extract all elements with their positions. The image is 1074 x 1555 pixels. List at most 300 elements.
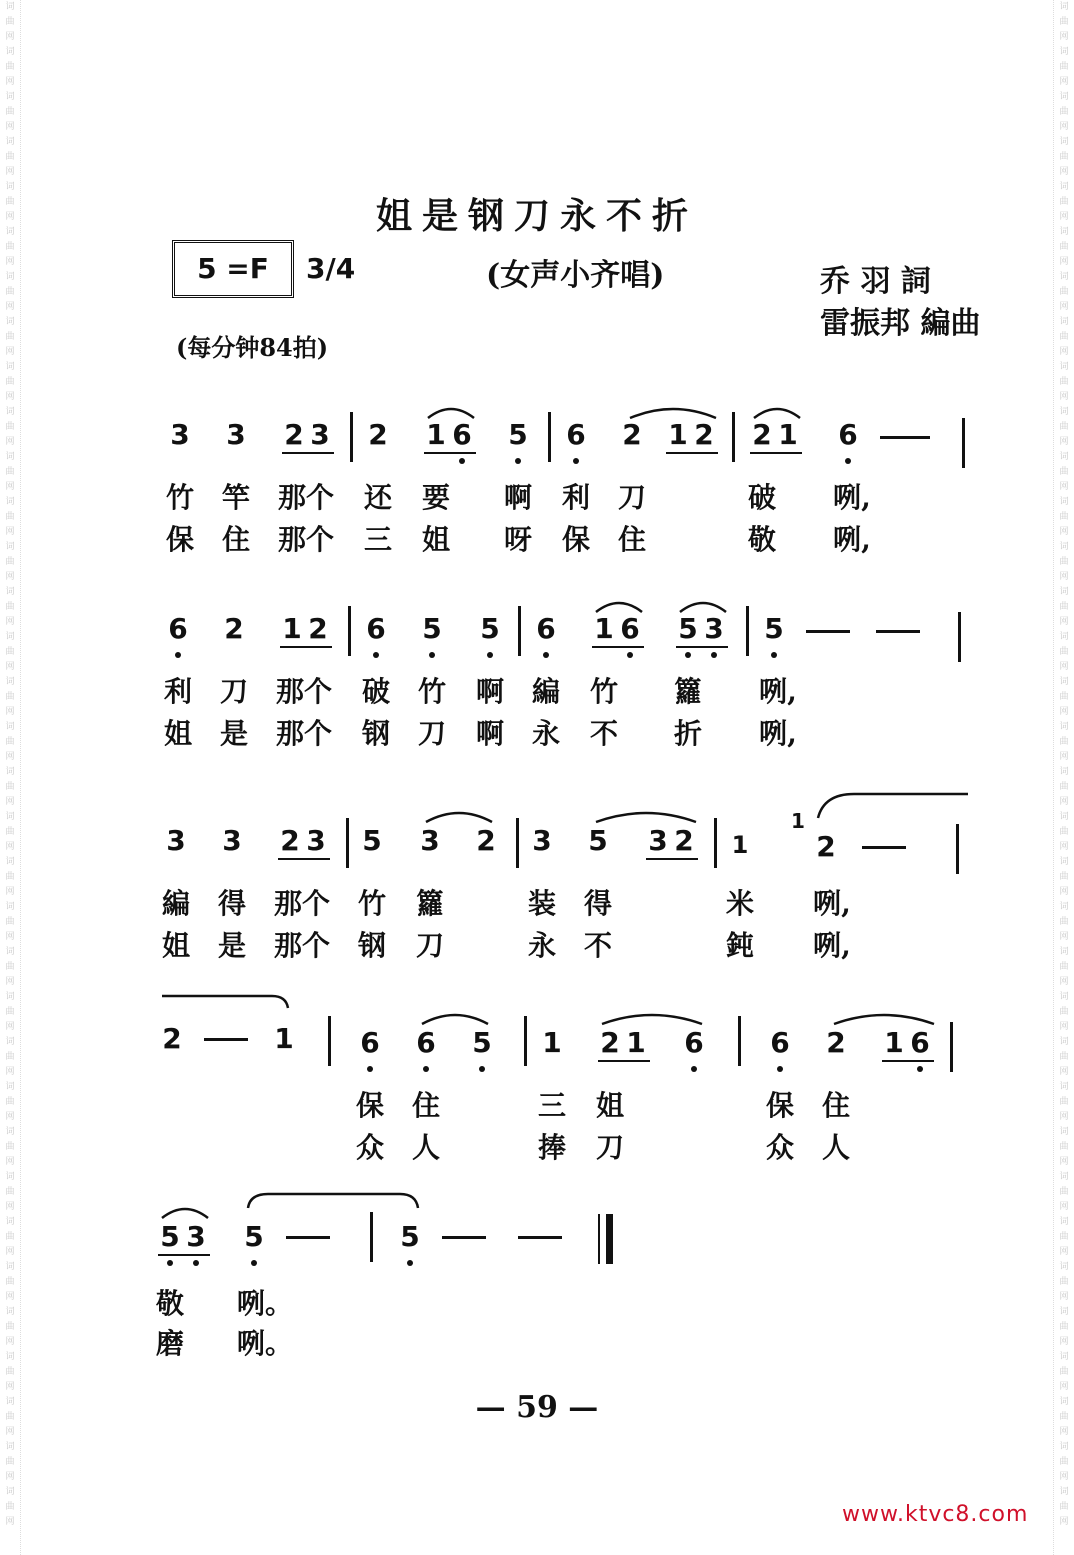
note: 6 — [536, 612, 556, 645]
composer-credit: 雷振邦 編曲 — [820, 306, 981, 341]
edge-watermark-glyph: 曲 — [5, 1232, 15, 1242]
edge-watermark-glyph: 曲 — [5, 287, 15, 297]
edge-watermark-glyph: 网 — [1059, 77, 1069, 87]
edge-watermark-glyph: 曲 — [5, 512, 15, 522]
edge-watermark-glyph: 词 — [1059, 92, 1069, 102]
note: 6 — [416, 1026, 436, 1059]
edge-watermark-glyph: 网 — [5, 302, 15, 312]
edge-watermark-glyph: 网 — [5, 617, 15, 627]
low-octave-dot — [367, 1066, 373, 1072]
note: 2 — [308, 612, 328, 645]
edge-watermark-glyph: 网 — [1059, 1112, 1069, 1122]
edge-watermark-glyph: 网 — [5, 1382, 15, 1392]
lyric: 要 — [421, 481, 450, 514]
edge-watermark-glyph: 词 — [1059, 542, 1069, 552]
edge-watermark-glyph: 网 — [5, 167, 15, 177]
edge-watermark-glyph: 曲 — [5, 467, 15, 477]
edge-watermark-glyph: 网 — [5, 1337, 15, 1347]
lyric: 編 — [161, 887, 190, 920]
tie — [814, 790, 970, 820]
note: 3 — [310, 418, 330, 451]
note: 2 — [368, 418, 388, 451]
note: 6 — [168, 612, 188, 645]
edge-watermark-glyph: 词 — [5, 497, 15, 507]
note: 2 — [224, 612, 244, 645]
edge-watermark-glyph: 网 — [5, 842, 15, 852]
lyric: 竹 — [417, 675, 446, 708]
low-octave-dot — [459, 458, 465, 464]
edge-watermark-glyph: 网 — [5, 257, 15, 267]
lyric: 啊 — [475, 717, 504, 750]
edge-watermark-glyph: 词 — [1059, 1172, 1069, 1182]
edge-watermark-glyph: 网 — [1059, 392, 1069, 402]
edge-watermark-glyph: 曲 — [1059, 602, 1069, 612]
site-watermark: www.ktvc8.com — [842, 1502, 1029, 1527]
edge-watermark-glyph: 曲 — [5, 107, 15, 117]
edge-watermark-glyph: 词 — [1059, 1127, 1069, 1137]
lyric: 不 — [583, 929, 612, 962]
sustain-dash — [876, 630, 920, 633]
note: 5 — [400, 1220, 420, 1253]
note: 2 — [600, 1026, 620, 1059]
lyric: 咧。 — [237, 1327, 294, 1360]
edge-watermark-glyph: 曲 — [1059, 62, 1069, 72]
edge-watermark-glyph: 曲 — [5, 557, 15, 567]
lyric: 钢 — [357, 929, 386, 962]
edge-watermark-glyph: 曲 — [5, 1412, 15, 1422]
bar-line — [518, 606, 521, 656]
note: 5 — [362, 824, 382, 857]
edge-watermark-glyph: 网 — [1059, 707, 1069, 717]
bar-line — [714, 818, 717, 868]
note: 2 — [476, 824, 496, 857]
bar-line — [962, 418, 965, 468]
lyric: 保 — [561, 523, 590, 556]
slur — [628, 404, 718, 420]
edge-watermark-glyph: 曲 — [5, 1052, 15, 1062]
edge-watermark-glyph: 词 — [1059, 767, 1069, 777]
bar-line — [548, 412, 551, 462]
edge-watermark-glyph: 网 — [5, 662, 15, 672]
time-signature: 3/4 — [306, 252, 356, 285]
edge-watermark-glyph: 网 — [5, 1022, 15, 1032]
edge-watermark-glyph: 词 — [1059, 1262, 1069, 1272]
edge-watermark-glyph: 曲 — [1059, 962, 1069, 972]
slur — [160, 1204, 210, 1220]
edge-watermark-glyph: 曲 — [1059, 1277, 1069, 1287]
edge-watermark-glyph: 网 — [5, 977, 15, 987]
lyric: 利 — [163, 675, 192, 708]
edge-watermark-glyph: 网 — [5, 1067, 15, 1077]
bar-line — [328, 1016, 331, 1066]
lyric: 利 — [561, 481, 590, 514]
edge-watermark-glyph: 词 — [1059, 407, 1069, 417]
edge-watermark-glyph: 网 — [1059, 1202, 1069, 1212]
sustain-dash — [204, 1038, 248, 1041]
lyric: 装 — [527, 887, 556, 920]
edge-watermark-glyph: 曲 — [1059, 17, 1069, 27]
lyric: 咧, — [833, 481, 871, 514]
edge-watermark-glyph: 网 — [1059, 212, 1069, 222]
note: 5 — [508, 418, 528, 451]
edge-watermark-glyph: 网 — [1059, 482, 1069, 492]
note: 6 — [452, 418, 472, 451]
edge-watermark-glyph: 曲 — [5, 827, 15, 837]
lyric: 住 — [617, 523, 646, 556]
final-bar-thin — [598, 1214, 600, 1264]
lyric: 咧, — [759, 675, 797, 708]
edge-watermark-glyph: 曲 — [1059, 1097, 1069, 1107]
note: 5 — [160, 1220, 180, 1253]
key-signature: 5 =F — [172, 240, 294, 298]
low-octave-dot — [711, 652, 717, 658]
lyric: 竹 — [357, 887, 386, 920]
edge-watermark-glyph: 曲 — [1059, 1187, 1069, 1197]
edge-watermark-glyph: 曲 — [1059, 377, 1069, 387]
note: 6 — [684, 1026, 704, 1059]
bar-line — [524, 1016, 527, 1066]
edge-watermark-glyph: 词 — [1059, 227, 1069, 237]
note: 2 — [826, 1026, 846, 1059]
edge-watermark-glyph: 网 — [5, 707, 15, 717]
edge-watermark-glyph: 词 — [5, 1217, 15, 1227]
edge-watermark-glyph: 曲 — [5, 1097, 15, 1107]
note: 5 — [480, 612, 500, 645]
edge-watermark-glyph: 曲 — [1059, 422, 1069, 432]
note: 2 — [162, 1022, 182, 1055]
low-octave-dot — [423, 1066, 429, 1072]
edge-watermark-glyph: 网 — [5, 32, 15, 42]
beam — [676, 646, 728, 648]
lyric: 那个 — [273, 929, 330, 962]
edge-watermark-glyph: 词 — [1059, 497, 1069, 507]
note: 2 — [694, 418, 714, 451]
note: 3 — [306, 824, 326, 857]
edge-watermark-glyph: 网 — [1059, 347, 1069, 357]
edge-watermark-glyph: 词 — [5, 1487, 15, 1497]
lyricist-credit: 乔 羽 詞 — [820, 264, 931, 299]
edge-watermark-glyph: 网 — [1059, 167, 1069, 177]
lyric: 那个 — [275, 717, 332, 750]
edge-watermark-glyph: 曲 — [1059, 107, 1069, 117]
lyric: 刀 — [595, 1131, 624, 1164]
low-octave-dot — [429, 652, 435, 658]
lyric: 那个 — [273, 887, 330, 920]
edge-watermark-glyph: 网 — [1059, 977, 1069, 987]
slur — [600, 1010, 704, 1026]
note: 5 — [472, 1026, 492, 1059]
edge-watermark-glyph: 曲 — [1059, 1502, 1069, 1512]
bar-line — [348, 606, 351, 656]
note: 2 — [280, 824, 300, 857]
edge-watermark-glyph: 曲 — [1059, 1367, 1069, 1377]
edge-watermark-glyph: 曲 — [5, 737, 15, 747]
edge-watermark-glyph: 网 — [5, 347, 15, 357]
lyric: 啊 — [475, 675, 504, 708]
edge-watermark-glyph: 网 — [5, 932, 15, 942]
edge-watermark-glyph: 词 — [5, 407, 15, 417]
lyric: 竿 — [221, 481, 250, 514]
edge-watermark-glyph: 词 — [1059, 1217, 1069, 1227]
low-octave-dot — [167, 1260, 173, 1266]
low-octave-dot — [251, 1260, 257, 1266]
page-number: — 59 — — [475, 1390, 599, 1425]
edge-watermark-glyph: 曲 — [5, 332, 15, 342]
edge-watermark-glyph: 网 — [5, 482, 15, 492]
edge-watermark-glyph: 网 — [1059, 1382, 1069, 1392]
edge-watermark-glyph: 词 — [5, 767, 15, 777]
note: 1 — [731, 831, 749, 859]
edge-watermark-glyph: 词 — [5, 992, 15, 1002]
low-octave-dot — [691, 1066, 697, 1072]
lyric: 刀 — [417, 717, 446, 750]
edge-watermark-glyph: 曲 — [1059, 242, 1069, 252]
note: 1 — [594, 612, 614, 645]
lyric: 是 — [217, 929, 246, 962]
note: 5 — [422, 612, 442, 645]
lyric: 竹 — [165, 481, 194, 514]
edge-watermark-glyph: 曲 — [5, 962, 15, 972]
lyric: 刀 — [219, 675, 248, 708]
note: 3 — [222, 824, 242, 857]
edge-watermark-glyph: 网 — [5, 77, 15, 87]
edge-watermark-glyph: 网 — [1059, 842, 1069, 852]
low-octave-dot — [573, 458, 579, 464]
edge-watermark-glyph: 词 — [5, 1352, 15, 1362]
beam — [882, 1060, 934, 1062]
lyric: 折 — [673, 717, 702, 750]
note: 5 — [764, 612, 784, 645]
lyric: 姐 — [163, 717, 192, 750]
lyric: 保 — [765, 1089, 794, 1122]
edge-watermark-glyph: 网 — [5, 887, 15, 897]
low-octave-dot — [487, 652, 493, 658]
edge-watermark-glyph: 曲 — [5, 422, 15, 432]
edge-watermark-glyph: 网 — [5, 1472, 15, 1482]
lyric: 众 — [765, 1131, 794, 1164]
edge-watermark-glyph: 曲 — [1059, 872, 1069, 882]
edge-watermark-glyph: 词 — [5, 1037, 15, 1047]
edge-watermark-glyph: 网 — [1059, 617, 1069, 627]
edge-watermark-glyph: 网 — [5, 1247, 15, 1257]
beam — [598, 1060, 650, 1062]
edge-watermark-glyph: 曲 — [5, 1007, 15, 1017]
lyric: 捧 — [537, 1131, 566, 1164]
lyric: 編 — [531, 675, 560, 708]
slur — [594, 598, 644, 614]
edge-watermark-glyph: 曲 — [1059, 917, 1069, 927]
edge-watermark-glyph: 网 — [1059, 32, 1069, 42]
lyric: 破 — [361, 675, 390, 708]
edge-watermark-glyph: 词 — [5, 362, 15, 372]
note: 6 — [770, 1026, 790, 1059]
edge-watermark-glyph: 曲 — [5, 872, 15, 882]
edge-watermark-glyph: 词 — [5, 812, 15, 822]
edge-watermark-glyph: 词 — [1059, 587, 1069, 597]
lyric: 米 — [725, 887, 754, 920]
edge-watermark-glyph: 网 — [5, 572, 15, 582]
edge-watermark-glyph: 词 — [1059, 317, 1069, 327]
lyric: 钢 — [361, 717, 390, 750]
beam — [282, 452, 334, 454]
edge-watermark-glyph: 网 — [5, 437, 15, 447]
note: 1 — [542, 1026, 562, 1059]
lyric: 得 — [217, 887, 246, 920]
lyric: 那个 — [277, 523, 334, 556]
note: 2 — [816, 830, 836, 863]
note: 3 — [226, 418, 246, 451]
edge-watermark-glyph: 词 — [1059, 947, 1069, 957]
edge-watermark-glyph: 词 — [1059, 857, 1069, 867]
tie — [244, 1188, 420, 1210]
edge-watermark-glyph: 词 — [1059, 1487, 1069, 1497]
edge-watermark-glyph: 词 — [5, 1262, 15, 1272]
note: 6 — [366, 612, 386, 645]
lyric: 籮 — [415, 887, 444, 920]
edge-watermark-glyph: 网 — [5, 527, 15, 537]
edge-watermark-glyph: 词 — [1059, 1442, 1069, 1452]
edge-watermark-glyph: 网 — [5, 1292, 15, 1302]
lyric: 敬 — [155, 1287, 184, 1320]
lyric: 咧, — [813, 887, 851, 920]
edge-watermark-glyph: 曲 — [5, 1277, 15, 1287]
lyric: 姐 — [595, 1089, 624, 1122]
note: 6 — [566, 418, 586, 451]
tie — [160, 992, 292, 1010]
edge-watermark-glyph: 词 — [5, 632, 15, 642]
edge-watermark-glyph: 网 — [1059, 572, 1069, 582]
edge-watermark-glyph: 词 — [1059, 1082, 1069, 1092]
lyric: 那个 — [277, 481, 334, 514]
lyric: 众 — [355, 1131, 384, 1164]
lyric: 咧。 — [237, 1287, 294, 1320]
note: 3 — [420, 824, 440, 857]
edge-watermark-glyph: 曲 — [5, 62, 15, 72]
sustain-dash — [880, 436, 930, 439]
edge-watermark-glyph: 网 — [5, 1427, 15, 1437]
low-octave-dot — [627, 652, 633, 658]
note: 1 — [778, 418, 798, 451]
note: 1 — [668, 418, 688, 451]
bar-line — [956, 824, 959, 874]
edge-watermark-glyph: 曲 — [5, 1457, 15, 1467]
note: 6 — [838, 418, 858, 451]
lyric: 咧, — [759, 717, 797, 750]
edge-watermark-glyph: 词 — [5, 227, 15, 237]
edge-watermark-glyph: 词 — [5, 1307, 15, 1317]
lyric: 保 — [355, 1089, 384, 1122]
note: 2 — [752, 418, 772, 451]
lyric: 还 — [363, 481, 392, 514]
note: 3 — [648, 824, 668, 857]
edge-watermark-glyph: 网 — [5, 1517, 15, 1527]
edge-watermark-glyph: 词 — [5, 857, 15, 867]
low-octave-dot — [845, 458, 851, 464]
edge-watermark-glyph: 曲 — [1059, 1412, 1069, 1422]
lyric: 姐 — [161, 929, 190, 962]
note: 1 — [274, 1022, 294, 1055]
edge-watermark-glyph: 词 — [5, 1172, 15, 1182]
final-bar-thick — [606, 1214, 613, 1264]
edge-watermark-glyph: 词 — [1059, 722, 1069, 732]
edge-watermark-glyph: 词 — [1059, 1397, 1069, 1407]
tempo-marking: (每分钟84拍) — [176, 333, 329, 362]
bar-line — [346, 818, 349, 868]
edge-watermark-glyph: 网 — [1059, 797, 1069, 807]
edge-watermark-glyph: 网 — [1059, 1427, 1069, 1437]
lyric: 是 — [219, 717, 248, 750]
edge-watermark-glyph: 曲 — [1059, 1322, 1069, 1332]
sustain-dash — [806, 630, 850, 633]
lyric: 咧, — [833, 523, 871, 556]
note: 2 — [674, 824, 694, 857]
low-octave-dot — [175, 652, 181, 658]
lyric: 住 — [411, 1089, 440, 1122]
edge-watermark-glyph: 网 — [1059, 1067, 1069, 1077]
edge-watermark-glyph: 词 — [1059, 362, 1069, 372]
beam — [424, 452, 476, 454]
note: 2 — [284, 418, 304, 451]
edge-watermark-glyph: 网 — [1059, 257, 1069, 267]
edge-watermark-glyph: 词 — [1059, 272, 1069, 282]
lyric: 三 — [363, 523, 392, 556]
edge-watermark-glyph: 词 — [1059, 2, 1069, 12]
song-title: 姐是钢刀永不折 — [375, 195, 698, 237]
note: 3 — [186, 1220, 206, 1253]
note: 3 — [166, 824, 186, 857]
slur — [678, 598, 728, 614]
edge-watermark-glyph: 曲 — [1059, 332, 1069, 342]
beam — [158, 1254, 210, 1256]
lyric: 住 — [221, 523, 250, 556]
edge-watermark-glyph: 词 — [1059, 812, 1069, 822]
edge-watermark-glyph: 词 — [5, 317, 15, 327]
lyric: 不 — [589, 717, 618, 750]
edge-watermark-glyph: 词 — [5, 677, 15, 687]
edge-watermark-glyph: 曲 — [1059, 737, 1069, 747]
edge-watermark-glyph: 词 — [5, 542, 15, 552]
note: 1 — [426, 418, 446, 451]
lyric: 呀 — [503, 523, 532, 556]
edge-watermark-glyph: 网 — [5, 122, 15, 132]
lyric: 敬 — [747, 523, 776, 556]
edge-watermark-glyph: 网 — [1059, 752, 1069, 762]
note: 6 — [620, 612, 640, 645]
edge-watermark-glyph: 网 — [1059, 1472, 1069, 1482]
edge-watermark-glyph: 曲 — [5, 377, 15, 387]
edge-watermark-glyph: 曲 — [1059, 647, 1069, 657]
edge-watermark-glyph: 曲 — [5, 17, 15, 27]
edge-watermark-glyph: 曲 — [1059, 782, 1069, 792]
lyric: 刀 — [415, 929, 444, 962]
edge-watermark-glyph: 词 — [1059, 992, 1069, 1002]
edge-watermark-glyph: 词 — [1059, 902, 1069, 912]
bar-line — [516, 818, 519, 868]
edge-watermark-glyph: 词 — [5, 902, 15, 912]
bar-line — [350, 412, 353, 462]
edge-watermark-glyph: 网 — [1059, 1292, 1069, 1302]
note: 1 — [884, 1026, 904, 1059]
edge-watermark-glyph: 词 — [5, 1397, 15, 1407]
low-octave-dot — [407, 1260, 413, 1266]
edge-watermark-glyph: 词 — [5, 587, 15, 597]
lyric: 人 — [411, 1131, 440, 1164]
edge-watermark-glyph: 词 — [5, 722, 15, 732]
edge-watermark-glyph: 网 — [1059, 1337, 1069, 1347]
beam — [750, 452, 802, 454]
edge-watermark-glyph: 词 — [1059, 182, 1069, 192]
edge-watermark-glyph: 词 — [5, 452, 15, 462]
